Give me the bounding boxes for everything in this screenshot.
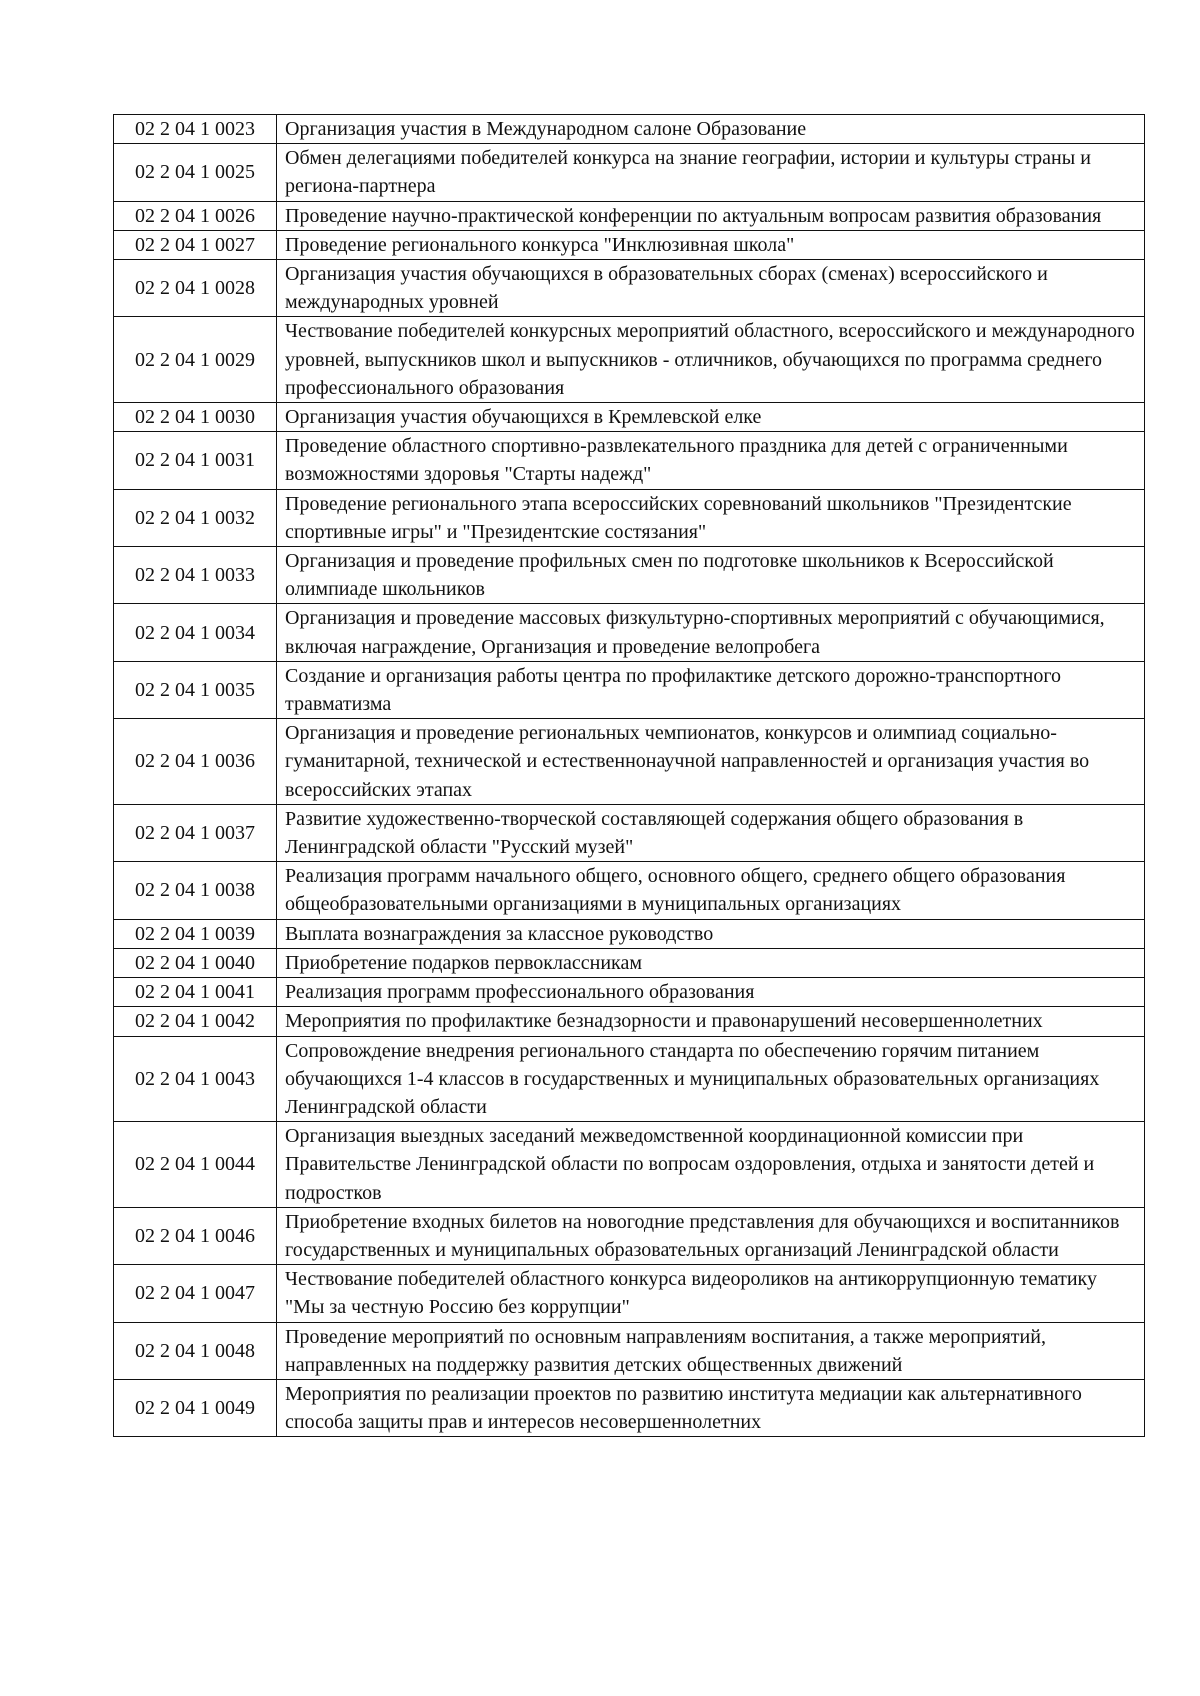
row-description: Выплата вознаграждения за классное руководство [277,919,1145,948]
row-code: 02 2 04 1 0032 [114,489,277,546]
row-description: Проведение регионального этапа всероссийских соревнований школьников "Президентские спортивные игры" и "Президентские состязания" [277,489,1145,546]
table-row [114,144,1145,201]
row-code: 02 2 04 1 0025 [114,144,277,201]
table-row [114,1379,1145,1436]
table-body [114,115,1145,1437]
row-code: 02 2 04 1 0037 [114,804,277,861]
row-description: Проведение научно-практической конференции по актуальным вопросам развития образования [277,201,1145,230]
row-description: Организация участия в Международном салоне Образование [277,115,1145,144]
table-row [114,260,1145,317]
table-row [114,862,1145,919]
row-description: Развитие художественно-творческой составляющей содержания общего образования в Ленинградской области "Русский музей" [277,804,1145,861]
row-code: 02 2 04 1 0026 [114,201,277,230]
table-row [114,1265,1145,1322]
row-description: Организация участия обучающихся в образовательных сборах (сменах) всероссийского и международных уровней [277,260,1145,317]
table-row [114,919,1145,948]
table-row [114,1122,1145,1208]
row-code: 02 2 04 1 0039 [114,919,277,948]
row-description: Приобретение подарков первоклассникам [277,948,1145,977]
row-code: 02 2 04 1 0031 [114,432,277,489]
row-code: 02 2 04 1 0035 [114,661,277,718]
row-description: Мероприятия по профилактике безнадзорности и правонарушений несовершеннолетних [277,1007,1145,1036]
table-row [114,604,1145,661]
table-row [114,1036,1145,1122]
row-description: Организация и проведение профильных смен по подготовке школьников к Всероссийской олимпиаде школьников [277,547,1145,604]
table-row [114,547,1145,604]
table-row [114,719,1145,805]
table-row [114,804,1145,861]
row-description: Обмен делегациями победителей конкурса на знание географии, истории и культуры страны и региона-партнера [277,144,1145,201]
table-row [114,489,1145,546]
row-code: 02 2 04 1 0028 [114,260,277,317]
row-description: Организация и проведение массовых физкультурно-спортивных мероприятий с обучающимися, включая награждение, Организация и проведение велопробега [277,604,1145,661]
row-description: Проведение областного спортивно-развлекательного праздника для детей с ограниченными возможностями здоровья "Старты надежд" [277,432,1145,489]
table-row [114,948,1145,977]
row-code: 02 2 04 1 0047 [114,1265,277,1322]
row-code: 02 2 04 1 0033 [114,547,277,604]
row-code: 02 2 04 1 0049 [114,1379,277,1436]
row-code: 02 2 04 1 0044 [114,1122,277,1208]
table-row [114,403,1145,432]
row-code: 02 2 04 1 0042 [114,1007,277,1036]
row-description: Организация выездных заседаний межведомственной координационной комиссии при Правительстве Ленинградской области по вопросам оздоровления, отдыха и занятости детей и подростков [277,1122,1145,1208]
row-code: 02 2 04 1 0046 [114,1207,277,1264]
row-description: Организация участия обучающихся в Кремлевской елке [277,403,1145,432]
row-description: Реализация программ начального общего, основного общего, среднего общего образования общеобразовательными организациями в муниципальных организациях [277,862,1145,919]
row-description: Сопровождение внедрения регионального стандарта по обеспечению горячим питанием обучающихся 1-4 классов в государственных и муниципальных образовательных организациях Ленинградской области [277,1036,1145,1122]
row-code: 02 2 04 1 0023 [114,115,277,144]
budget-code-table [113,114,1145,1437]
row-code: 02 2 04 1 0036 [114,719,277,805]
row-description: Создание и организация работы центра по профилактике детского дорожно-транспортного травматизма [277,661,1145,718]
row-code: 02 2 04 1 0040 [114,948,277,977]
row-code: 02 2 04 1 0038 [114,862,277,919]
table-row [114,1322,1145,1379]
table-row [114,1207,1145,1264]
row-description: Организация и проведение региональных чемпионатов, конкурсов и олимпиад социально-гуманитарной, технической и естественнонаучной направленностей и организация участия во всероссийских этапах [277,719,1145,805]
row-description: Чествование победителей конкурсных мероприятий областного, всероссийского и международного уровней, выпускников школ и выпускников - отличников, обучающихся по программа среднего профессионального образования [277,317,1145,403]
row-description: Приобретение входных билетов на новогодние представления для обучающихся и воспитанников государственных и муниципальных образовательных организаций Ленинградской области [277,1207,1145,1264]
row-description: Реализация программ профессионального образования [277,978,1145,1007]
table-row [114,661,1145,718]
row-code: 02 2 04 1 0030 [114,403,277,432]
row-code: 02 2 04 1 0034 [114,604,277,661]
row-code: 02 2 04 1 0043 [114,1036,277,1122]
row-code: 02 2 04 1 0029 [114,317,277,403]
row-code: 02 2 04 1 0048 [114,1322,277,1379]
row-code: 02 2 04 1 0041 [114,978,277,1007]
table-row [114,1007,1145,1036]
table-row [114,432,1145,489]
row-description: Мероприятия по реализации проектов по развитию института медиации как альтернативного способа защиты прав и интересов несовершеннолетних [277,1379,1145,1436]
table-row [114,115,1145,144]
row-description: Проведение регионального конкурса "Инклюзивная школа" [277,230,1145,259]
row-description: Проведение мероприятий по основным направлениям воспитания, а также мероприятий, направленных на поддержку развития детских общественных движений [277,1322,1145,1379]
row-code: 02 2 04 1 0027 [114,230,277,259]
table-row [114,201,1145,230]
table-row [114,978,1145,1007]
row-description: Чествование победителей областного конкурса видеороликов на антикоррупционную тематику "Мы за честную Россию без коррупции" [277,1265,1145,1322]
table-row [114,317,1145,403]
table-row [114,230,1145,259]
